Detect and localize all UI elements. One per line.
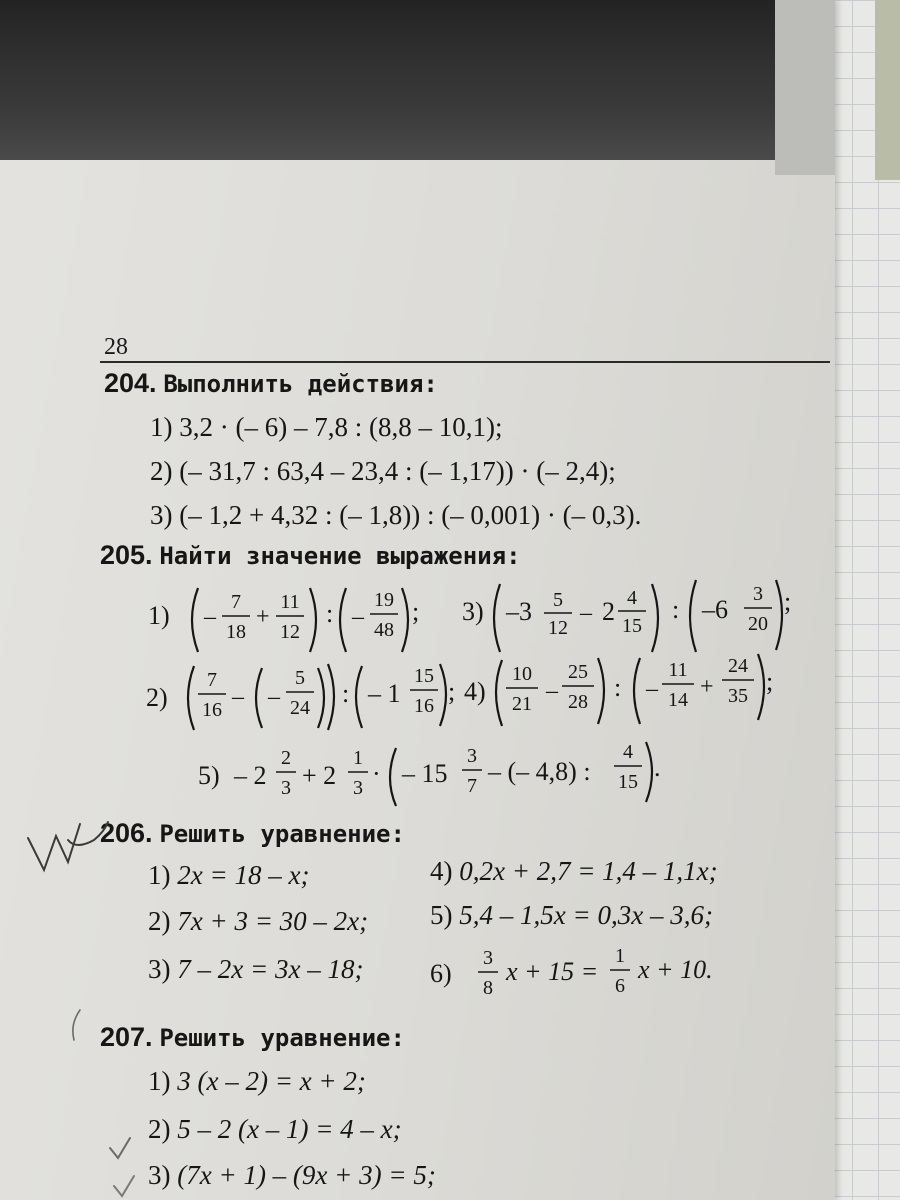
paren-open	[340, 588, 346, 652]
paren-close	[402, 588, 408, 652]
item-label: 5)	[198, 761, 220, 790]
item-label: 1)	[148, 860, 171, 890]
numerator: 4	[623, 741, 633, 763]
previous-illustration	[0, 0, 775, 160]
exercise-number: 207.	[100, 1022, 153, 1052]
item-label: 3)	[148, 1160, 171, 1190]
paren-close	[758, 654, 764, 720]
pencil-mark-check	[104, 1130, 144, 1170]
item-label: 2)	[150, 456, 173, 486]
numerator: 15	[414, 665, 434, 687]
numerator: 2	[281, 747, 291, 769]
header-rule	[100, 361, 830, 363]
numerator: 4	[627, 587, 637, 609]
exercise-number: 205.	[100, 540, 153, 570]
item-label: 2)	[146, 683, 168, 712]
minus-sign: –	[352, 604, 364, 630]
exercise-206-item-5	[430, 900, 713, 931]
expression-middle: – (– 4,8) :	[488, 757, 591, 786]
item-label: 1)	[148, 601, 170, 630]
paren-close	[310, 588, 316, 652]
paren-open	[188, 666, 194, 730]
denominator: 6	[615, 975, 625, 997]
denominator: 3	[353, 777, 363, 799]
denominator: 48	[374, 619, 394, 641]
denominator: 12	[280, 621, 300, 643]
minus-sign: –	[646, 676, 658, 702]
exercise-207-item-2	[148, 1114, 402, 1145]
pencil-mark-stroke	[62, 1006, 92, 1046]
item-label: 1)	[148, 1066, 171, 1096]
whole-number: – 2	[234, 761, 267, 790]
paren-open	[256, 668, 262, 728]
paren-close	[646, 742, 652, 802]
whole-number: 2	[602, 597, 615, 626]
paren-close	[440, 664, 446, 726]
exercise-204-heading	[104, 368, 438, 399]
exercise-206-heading	[100, 818, 405, 849]
paren-close	[318, 668, 324, 728]
exercise-title: Выполнить действия:	[163, 370, 438, 398]
paren-open	[390, 748, 396, 806]
denominator: 21	[512, 693, 532, 715]
denominator: 28	[568, 691, 588, 713]
numerator: 19	[374, 589, 394, 611]
item-equation: 2x = 18 – x;	[177, 860, 310, 890]
paren-open	[192, 588, 198, 652]
item-label: 3)	[150, 500, 173, 530]
paren-open	[634, 658, 640, 724]
exercise-206-item-2	[148, 906, 368, 937]
exercise-206-item-3	[148, 954, 363, 985]
period: .	[654, 753, 661, 782]
semicolon: ;	[784, 587, 792, 616]
item-equation: 7x + 3 = 30 – 2x;	[177, 906, 369, 936]
exercise-207-item-3	[148, 1160, 436, 1191]
numerator: 1	[353, 747, 363, 769]
exercise-206-item-4	[430, 856, 718, 887]
item-label: 1)	[150, 412, 173, 442]
denominator: 14	[668, 689, 688, 711]
paren-close	[598, 658, 604, 724]
denominator: 16	[414, 695, 434, 717]
paren-open	[356, 666, 362, 728]
colon: :	[672, 595, 680, 624]
numerator: 5	[295, 667, 305, 689]
denominator: 3	[281, 777, 291, 799]
item-label: 2)	[148, 906, 171, 936]
numerator: 3	[467, 745, 477, 767]
item-equation: 5 – 2 (x – 1) = 4 – x;	[177, 1114, 402, 1144]
paren-open	[494, 584, 500, 652]
page-margin-shadow	[775, 0, 835, 175]
exercise-title: Решить уравнение:	[159, 1024, 405, 1052]
numerator: 24	[728, 655, 748, 677]
minus-sign: –	[268, 684, 280, 710]
semicolon: ;	[766, 667, 774, 696]
paren-open	[690, 580, 696, 652]
exercise-title: Найти значение выражения:	[159, 542, 521, 570]
whole-number: – 15	[402, 759, 448, 788]
item-equation: (7x + 1) – (9x + 3) = 5;	[177, 1160, 436, 1190]
exercise-number: 204.	[104, 368, 157, 398]
numerator: 10	[512, 663, 532, 685]
item-label: 6)	[430, 959, 452, 988]
numerator: 1	[615, 945, 625, 967]
numerator: 7	[231, 591, 241, 613]
denominator: 18	[226, 621, 246, 643]
paren-open	[496, 660, 502, 726]
numerator: 11	[280, 591, 300, 613]
item-expression: 3,2 · (– 6) – 7,8 : (8,8 – 10,1);	[179, 412, 503, 442]
exercise-207-heading	[100, 1022, 405, 1053]
denominator: 7	[467, 775, 477, 797]
plus-sign: +	[256, 604, 270, 630]
pencil-mark-check	[108, 1168, 148, 1200]
numerator: 25	[568, 661, 588, 683]
item-expression: (– 1,2 + 4,32 : (– 1,8)) : (– 0,001) · (– 0,3).	[179, 500, 642, 530]
notebook-edge	[875, 0, 900, 180]
equation-end: x + 10.	[638, 955, 713, 984]
denominator: 20	[748, 613, 768, 635]
minus-sign: –	[204, 604, 216, 630]
exercise-206-item-1	[148, 860, 309, 891]
plus-sign: +	[700, 674, 714, 700]
denominator: 16	[202, 699, 222, 721]
minus-sign: –	[580, 600, 592, 626]
item-expression: (– 31,7 : 63,4 – 23,4 : (– 1,17)) · (– 2,4);	[179, 456, 616, 486]
item-equation: 5,4 – 1,5x = 0,3x – 3,6;	[459, 900, 713, 930]
colon: :	[326, 599, 334, 628]
page-number: 28	[104, 334, 128, 360]
denominator: 24	[290, 697, 310, 719]
plus-whole: + 2	[302, 761, 337, 790]
exercise-204-item-1	[150, 412, 502, 443]
item-label: 3)	[148, 954, 171, 984]
item-equation: 0,2x + 2,7 = 1,4 – 1,1x;	[459, 856, 718, 886]
exercise-204-item-2	[150, 456, 616, 487]
item-label: 4)	[430, 856, 453, 886]
numerator: 5	[553, 589, 563, 611]
colon: :	[614, 673, 622, 702]
exercise-207-item-1	[148, 1066, 366, 1097]
denominator: 15	[618, 771, 638, 793]
whole-number: –6	[702, 595, 728, 624]
colon: :	[342, 679, 350, 708]
numerator: 11	[668, 659, 688, 681]
numerator: 3	[483, 947, 493, 969]
multiply-dot: ·	[372, 759, 381, 788]
semicolon: ;	[412, 597, 420, 626]
paren-close	[776, 580, 782, 650]
semicolon: ;	[448, 677, 456, 706]
paren-close	[652, 584, 658, 652]
minus-sign: –	[546, 678, 558, 704]
whole-number: –3	[506, 597, 532, 626]
item-equation: 7 – 2x = 3x – 18;	[177, 954, 364, 984]
numerator: 3	[753, 583, 763, 605]
paren-close	[328, 664, 334, 730]
exercise-title: Решить уравнение:	[159, 820, 405, 848]
denominator: 8	[483, 977, 493, 999]
item-label: 3)	[462, 597, 484, 626]
item-equation: 3 (x – 2) = x + 2;	[177, 1066, 366, 1096]
numerator: 7	[207, 669, 217, 691]
denominator: 12	[548, 617, 568, 639]
exercise-204-item-3	[150, 500, 641, 531]
equation-middle: x + 15 =	[506, 957, 599, 986]
whole-number: – 1	[368, 679, 401, 708]
item-label: 2)	[148, 1114, 171, 1144]
denominator: 15	[622, 615, 642, 637]
minus-sign: –	[232, 684, 244, 710]
item-label: 4)	[464, 677, 486, 706]
exercise-number: 206.	[100, 818, 153, 848]
exercise-206-item-6	[430, 938, 760, 1008]
denominator: 35	[728, 685, 748, 707]
exercise-205-heading	[100, 540, 521, 571]
item-label: 5)	[430, 900, 453, 930]
